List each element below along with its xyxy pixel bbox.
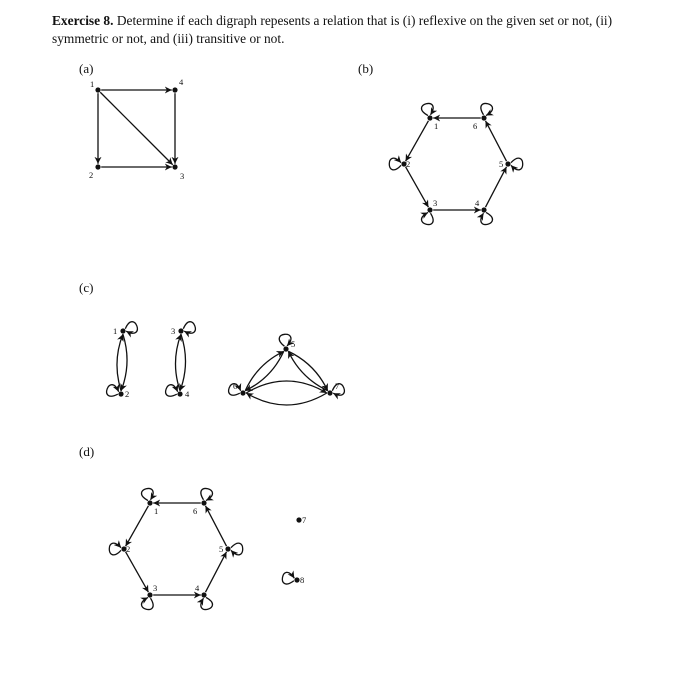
vertex-label: 5 xyxy=(499,159,504,169)
vertex-6 xyxy=(240,390,245,395)
edge-4-5 xyxy=(485,167,506,207)
edge-2-3 xyxy=(126,552,149,592)
vertex-label: 2 xyxy=(89,170,94,180)
vertex-5 xyxy=(505,161,510,166)
edge-5-6 xyxy=(205,506,226,546)
loop-1 xyxy=(142,488,154,500)
vertex-label: 7 xyxy=(302,515,307,525)
loop-5 xyxy=(279,334,291,346)
vertex-label: 4 xyxy=(195,583,200,593)
vertex-label: 2 xyxy=(126,544,131,554)
vertex-1 xyxy=(120,328,125,333)
loop-5 xyxy=(231,543,243,555)
vertex-label: 2 xyxy=(406,159,411,169)
loop-3 xyxy=(422,212,434,224)
graphs-layer xyxy=(79,61,523,610)
vertex-1 xyxy=(95,87,100,92)
edge-1-2 xyxy=(126,506,149,546)
vertex-5 xyxy=(283,346,288,351)
edge-1-3 xyxy=(100,92,172,164)
edge-1-2 xyxy=(121,334,127,391)
digraph-c xyxy=(79,280,344,405)
vertex-label: 4 xyxy=(179,77,184,87)
loop-5 xyxy=(511,158,523,170)
edge-5-6 xyxy=(485,121,506,161)
vertex-6 xyxy=(201,500,206,505)
edge-4-3 xyxy=(175,334,180,391)
loop-1 xyxy=(125,322,137,334)
loop-4 xyxy=(166,385,178,397)
vertex-label: 4 xyxy=(185,389,190,399)
loop-6 xyxy=(201,488,213,500)
graph-label: (a) xyxy=(79,61,94,76)
loop-2 xyxy=(389,158,401,170)
graph-label: (c) xyxy=(79,280,94,295)
vertex-label: 1 xyxy=(113,326,118,336)
vertex-7 xyxy=(296,517,301,522)
graph-label: (d) xyxy=(79,444,95,459)
edge-1-2 xyxy=(406,121,429,161)
vertex-7 xyxy=(327,390,332,395)
vertex-label: 7 xyxy=(335,381,340,391)
vertex-3 xyxy=(172,164,177,169)
vertex-label: 3 xyxy=(153,583,158,593)
edge-2-1 xyxy=(117,334,123,391)
vertex-label: 6 xyxy=(473,121,478,131)
exercise-heading: Exercise 8. xyxy=(52,13,114,28)
vertex-label: 1 xyxy=(154,506,159,516)
vertex-label: 4 xyxy=(475,198,480,208)
loop-4 xyxy=(481,212,493,224)
digraph-b xyxy=(358,61,523,225)
vertex-label: 3 xyxy=(171,326,176,336)
exercise-text: Determine if each digraph repesents a relation that is (i) reflexive on the given set or not, (ii) symmetric or not, and (iii) transitive or not. xyxy=(52,13,613,46)
digraph-a xyxy=(79,61,184,181)
edge-2-3 xyxy=(406,167,429,207)
loop-3 xyxy=(142,597,154,609)
vertex-3 xyxy=(147,592,152,597)
vertex-3 xyxy=(427,207,432,212)
vertex-4 xyxy=(481,207,486,212)
vertex-2 xyxy=(95,164,100,169)
vertex-label: 5 xyxy=(219,544,224,554)
loop-6 xyxy=(481,103,493,115)
vertex-4 xyxy=(201,592,206,597)
vertex-5 xyxy=(225,546,230,551)
vertex-label: 6 xyxy=(233,381,238,391)
loop-2 xyxy=(109,543,121,555)
vertex-label: 8 xyxy=(300,575,305,585)
digraph-d xyxy=(79,444,306,610)
vertex-3 xyxy=(178,328,183,333)
vertex-1 xyxy=(147,500,152,505)
vertex-8 xyxy=(294,577,299,582)
loop-4 xyxy=(201,597,213,609)
loop-8 xyxy=(282,572,294,584)
vertex-label: 6 xyxy=(193,506,198,516)
vertex-label: 1 xyxy=(434,121,439,131)
vertex-label: 3 xyxy=(433,198,438,208)
edge-3-4 xyxy=(180,334,185,391)
edge-7-6 xyxy=(246,393,327,405)
loop-2 xyxy=(107,385,119,397)
vertex-4 xyxy=(177,391,182,396)
vertex-label: 1 xyxy=(90,79,95,89)
vertex-1 xyxy=(427,115,432,120)
vertex-label: 2 xyxy=(125,389,130,399)
graph-label: (b) xyxy=(358,61,374,76)
vertex-4 xyxy=(172,87,177,92)
loop-1 xyxy=(422,103,434,115)
vertex-2 xyxy=(118,391,123,396)
edge-4-5 xyxy=(205,552,226,592)
vertex-label: 5 xyxy=(291,339,296,349)
vertex-6 xyxy=(481,115,486,120)
vertex-label: 3 xyxy=(180,171,185,181)
loop-3 xyxy=(183,322,195,334)
